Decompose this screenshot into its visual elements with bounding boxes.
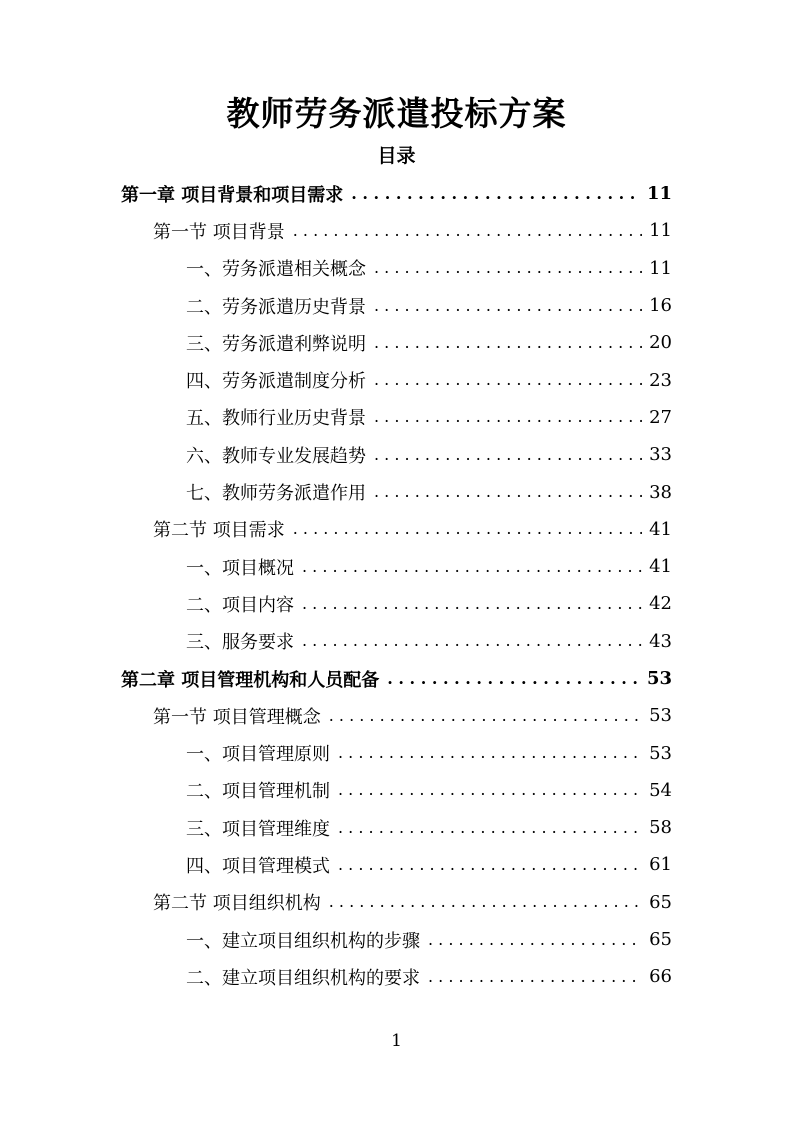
toc-entry-page: 58 xyxy=(649,817,672,839)
dot-leader xyxy=(302,593,642,615)
toc-entry[interactable] xyxy=(0,734,793,771)
dot-leader xyxy=(374,444,642,466)
toc-entry-page: 54 xyxy=(649,779,672,801)
toc-entry[interactable] xyxy=(0,884,793,921)
toc-entry-title: 第一章 项目背景和项目需求 xyxy=(121,181,347,207)
toc-entry-page: 11 xyxy=(646,183,672,205)
dot-leader xyxy=(293,518,642,540)
toc-entry-page: 16 xyxy=(649,295,672,317)
toc-entry-title: 二、劳务派遣历史背景 xyxy=(186,293,370,319)
toc-entry-page: 65 xyxy=(649,929,672,951)
dot-leader xyxy=(374,481,642,503)
toc-entry[interactable] xyxy=(0,436,793,473)
toc-entry[interactable] xyxy=(0,324,793,361)
toc-entry[interactable] xyxy=(0,511,793,548)
toc-entry[interactable] xyxy=(0,809,793,846)
toc-entry[interactable] xyxy=(0,772,793,809)
toc-entry-title: 第一节 项目管理概念 xyxy=(153,703,325,729)
dot-leader xyxy=(329,891,642,913)
dot-leader xyxy=(374,257,642,279)
toc-entry-page: 53 xyxy=(649,742,672,764)
dot-leader xyxy=(374,406,642,428)
dot-leader xyxy=(338,854,642,876)
dot-leader xyxy=(329,705,642,727)
toc-entry-title: 一、劳务派遣相关概念 xyxy=(186,255,370,281)
dot-leader xyxy=(428,966,642,988)
toc-entry-title: 三、服务要求 xyxy=(186,628,298,654)
toc-entry-page: 53 xyxy=(649,705,672,727)
toc-entry-title: 三、劳务派遣利弊说明 xyxy=(186,330,370,356)
toc-entry-title: 四、项目管理模式 xyxy=(186,852,334,878)
toc-entry-page: 61 xyxy=(649,854,672,876)
toc-entry-page: 23 xyxy=(649,369,672,391)
dot-leader xyxy=(351,183,642,205)
toc-entry-page: 41 xyxy=(649,518,672,540)
toc-entry-title: 第二节 项目组织机构 xyxy=(153,889,325,915)
dot-leader xyxy=(302,630,642,652)
dot-leader xyxy=(387,668,642,690)
toc-entry-title: 七、教师劳务派遣作用 xyxy=(186,479,370,505)
toc-entry-title: 三、项目管理维度 xyxy=(186,815,334,841)
toc-entry-title: 第二节 项目需求 xyxy=(153,516,289,542)
toc-entry[interactable] xyxy=(0,697,793,734)
dot-leader xyxy=(374,332,642,354)
toc-heading: 目录 xyxy=(377,145,416,167)
toc-entry-page: 42 xyxy=(649,593,672,615)
toc-entry[interactable] xyxy=(0,399,793,436)
toc-entry-title: 一、项目管理原则 xyxy=(186,740,334,766)
toc-entry-page: 27 xyxy=(649,406,672,428)
toc-entry[interactable] xyxy=(0,585,793,622)
toc-entry-title: 五、教师行业历史背景 xyxy=(186,404,370,430)
toc-entry-page: 65 xyxy=(649,891,672,913)
dot-leader xyxy=(428,929,642,951)
toc-entry-page: 20 xyxy=(649,332,672,354)
toc-entry[interactable] xyxy=(0,361,793,398)
toc-entry-title: 第一节 项目背景 xyxy=(153,218,289,244)
toc-entry-title: 二、项目内容 xyxy=(186,591,298,617)
toc-entry-title: 六、教师专业发展趋势 xyxy=(186,442,370,468)
dot-leader xyxy=(293,220,642,242)
toc-entry-page: 66 xyxy=(649,966,672,988)
toc-entry-page: 11 xyxy=(649,257,672,279)
toc-entry[interactable] xyxy=(0,175,793,212)
toc-entry[interactable] xyxy=(0,548,793,585)
dot-leader xyxy=(374,369,642,391)
toc-entry-page: 33 xyxy=(649,444,672,466)
toc-entry[interactable] xyxy=(0,958,793,995)
toc-entry-title: 第二章 项目管理机构和人员配备 xyxy=(121,666,383,692)
toc-entry-title: 二、建立项目组织机构的要求 xyxy=(186,964,424,990)
toc-entry[interactable] xyxy=(0,473,793,510)
toc-entry[interactable] xyxy=(0,250,793,287)
toc-entry[interactable] xyxy=(0,212,793,249)
toc-entry-page: 53 xyxy=(646,668,672,689)
toc-entry-page: 38 xyxy=(649,481,672,503)
toc-entry[interactable] xyxy=(0,660,793,697)
dot-leader xyxy=(338,779,642,801)
dot-leader xyxy=(374,295,642,317)
toc-entry-title: 二、项目管理机制 xyxy=(186,777,334,803)
toc-entry[interactable] xyxy=(0,287,793,324)
table-of-contents xyxy=(0,175,793,996)
dot-leader xyxy=(338,742,642,764)
toc-entry-page: 41 xyxy=(649,556,672,578)
document-title: 教师劳务派遣投标方案 xyxy=(226,94,567,133)
dot-leader xyxy=(338,817,642,839)
toc-entry[interactable] xyxy=(0,921,793,958)
page-number: 1 xyxy=(391,1031,402,1051)
toc-entry-page: 11 xyxy=(649,220,672,242)
toc-entry-title: 一、建立项目组织机构的步骤 xyxy=(186,927,424,953)
toc-entry-page: 43 xyxy=(649,630,672,652)
toc-entry-title: 四、劳务派遣制度分析 xyxy=(186,367,370,393)
toc-entry[interactable] xyxy=(0,623,793,660)
toc-entry-title: 一、项目概况 xyxy=(186,554,298,580)
toc-entry[interactable] xyxy=(0,846,793,883)
dot-leader xyxy=(302,556,642,578)
